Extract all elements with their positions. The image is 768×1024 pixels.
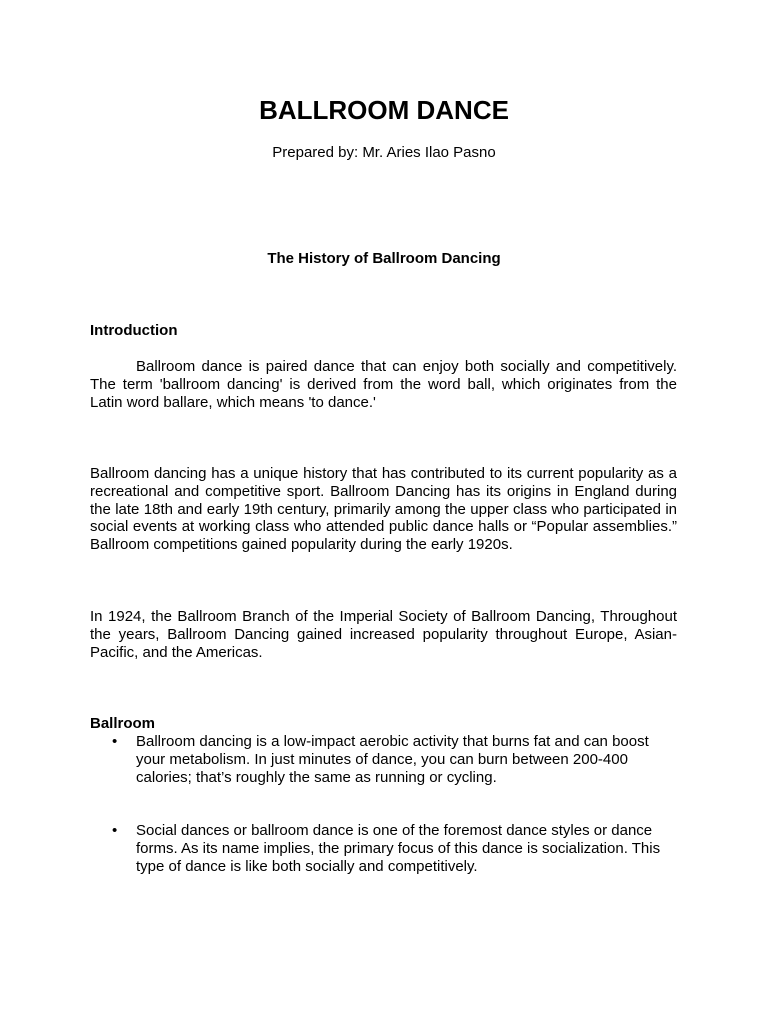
ballroom-bullet-list-2 bbox=[90, 822, 680, 875]
prepared-by: Prepared by: Mr. Aries Ilao Pasno bbox=[272, 144, 496, 161]
ballroom-bullet-list-1 bbox=[90, 733, 680, 786]
bullet-icon: • bbox=[112, 822, 118, 839]
document-title: BALLROOM DANCE bbox=[259, 95, 509, 125]
ballroom-heading: Ballroom bbox=[90, 715, 156, 732]
bullet-icon: • bbox=[112, 733, 118, 750]
list-item bbox=[90, 733, 680, 786]
bullet-text: Ballroom dancing is a low-impact aerobic activity that burns fat and can boost your metabolism. In just minutes of dance, you can burn between 200-400 calories; that’s roughly the same as running or cycling. bbox=[136, 733, 649, 786]
introduction-paragraph-1: Ballroom dance is paired dance that can enjoy both socially and competitively. The term 'ballroom dancing' is derived from the word ball, which originates from the Latin word ballare, which means 'to dance.' bbox=[90, 358, 677, 411]
list-item bbox=[90, 822, 680, 875]
section-title: The History of Ballroom Dancing bbox=[267, 250, 501, 267]
introduction-heading: Introduction bbox=[90, 322, 178, 339]
introduction-paragraph-2: Ballroom dancing has a unique history that has contributed to its current popularity as a recreational and competitive sport. Ballroom Dancing has its origins in England during the late 18th and early 19th century, primarily among the upper class who participated in social events at working class who attended public dance halls or “Popular assemblies.” Ballroom competitions gained popularity during the early 1920s. bbox=[90, 465, 677, 554]
bullet-text: Social dances or ballroom dance is one of the foremost dance styles or dance forms. As its name implies, the primary focus of this dance is socialization. This type of dance is like both socially and competitively. bbox=[136, 822, 661, 875]
introduction-paragraph-3: In 1924, the Ballroom Branch of the Imperial Society of Ballroom Dancing, Throughout the years, Ballroom Dancing gained increased popularity throughout Europe, Asian-Pacific, and the Americas. bbox=[90, 608, 677, 661]
